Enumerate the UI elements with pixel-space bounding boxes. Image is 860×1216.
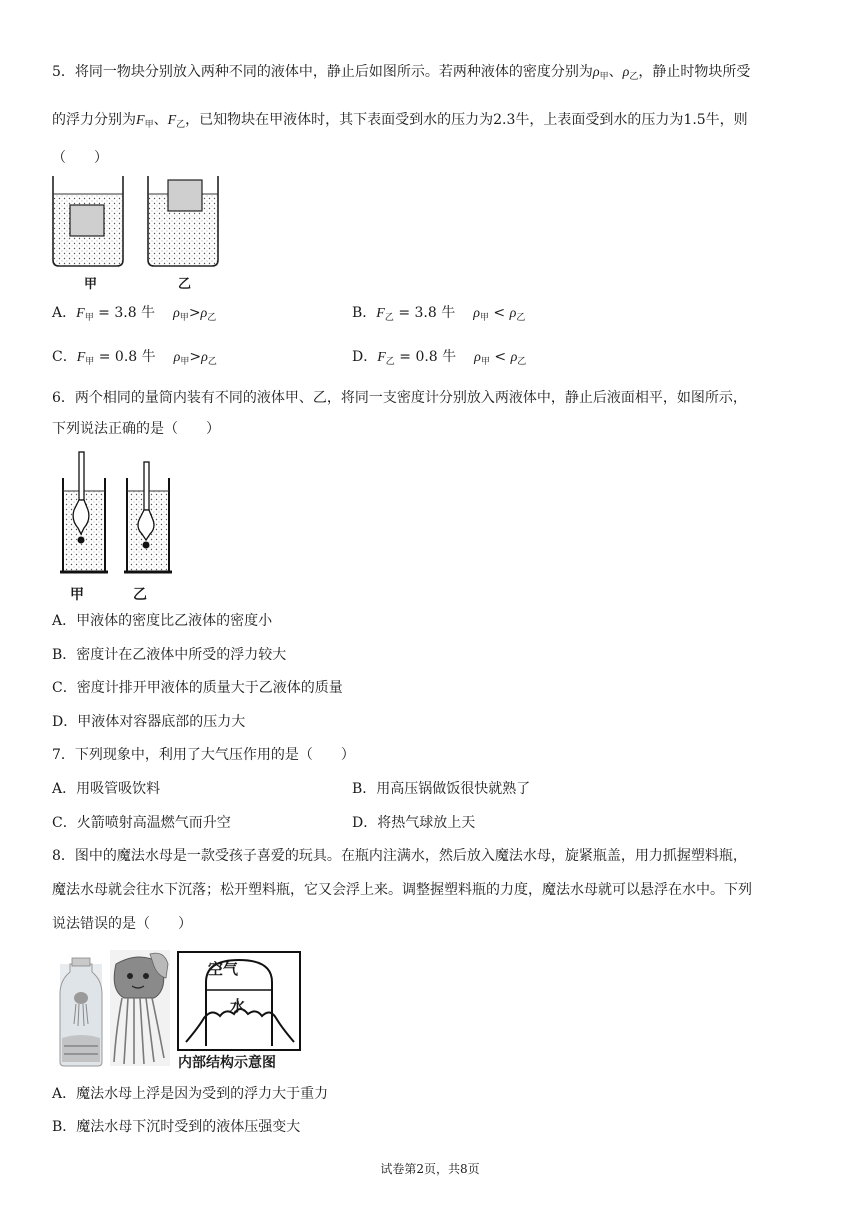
q7-option-d[interactable]: D．将热气球放上天 (352, 815, 476, 831)
block-jia (70, 205, 104, 236)
q8-fig-label-water: 水 (230, 997, 246, 1015)
q6-option-c[interactable]: C．密度计排开甲液体的质量大于乙液体的质量 (52, 680, 343, 696)
beaker-yi (148, 176, 218, 266)
jellyfish-photo (110, 950, 170, 1066)
q6-option-b[interactable]: B．密度计在乙液体中所受的浮力较大 (52, 647, 287, 663)
q5-stem-line1: 5．将同一物块分别放入两种不同的液体中，静止后如图所示。若两种液体的密度分别为$\rho_甲$、$\rho_乙$，静止时物块所受 (52, 64, 751, 82)
q8-stem-line2: 魔法水母就会往水下沉落；松开塑料瓶，它又会浮上来。调整握塑料瓶的力度，魔法水母就可以悬浮在水中。下列 (52, 882, 752, 898)
q6-stem-line1: 6．两个相同的量筒内装有不同的液体甲、乙，将同一支密度计分别放入两液体中，静止后液面相平，如图所示， (52, 390, 747, 406)
q8-fig-label-air: 空气 (208, 960, 239, 978)
cylinder-yi (124, 462, 172, 572)
q5-option-b[interactable]: B．$F_乙 = 3.8$ 牛 $\rho_甲 < \rho_乙$ (352, 305, 526, 323)
q7-option-b[interactable]: B．用高压锅做饭很快就熟了 (352, 781, 531, 797)
q8-stem-line1: 8．图中的魔法水母是一款受孩子喜爱的玩具。在瓶内注满水，然后放入魔法水母，旋紧瓶盖，用力抓握塑料瓶， (52, 848, 747, 864)
q6-fig-label-jia: 甲 (70, 587, 84, 603)
q7-stem: 7．下列现象中，利用了大气压作用的是（ ） (52, 747, 355, 763)
q5-option-d[interactable]: D．$F_乙 = 0.8$ 牛 $\rho_甲 < \rho_乙$ (352, 349, 527, 367)
q8-stem-line3: 说法错误的是（ ） (52, 916, 192, 932)
q5-fig-label-jia: 甲 (84, 277, 98, 292)
q6-option-d[interactable]: D．甲液体对容器底部的压力大 (52, 714, 246, 730)
page-footer: 试卷第2页，共8页 (380, 1162, 480, 1176)
q6-fig-label-yi: 乙 (133, 587, 147, 603)
block-yi (168, 180, 202, 211)
q8-option-a[interactable]: A．魔法水母上浮是因为受到的浮力大于重力 (52, 1086, 329, 1102)
q7-option-c[interactable]: C．火箭喷射高温燃气而升空 (52, 815, 231, 831)
q5-answer-paren: （ ） (52, 150, 108, 166)
q7-option-a[interactable]: A．用吸管吸饮料 (52, 781, 161, 797)
bottle-photo (60, 958, 102, 1066)
q5-option-c[interactable]: C．$F_甲 = 0.8$ 牛 $\rho_甲>\rho_乙$ (52, 349, 217, 367)
q6-stem-line2: 下列说法正确的是（ ） (52, 421, 220, 437)
q6-hydrometer-figure (50, 448, 180, 584)
q5-beakers-figure (48, 172, 228, 272)
q8-option-b[interactable]: B．魔法水母下沉时受到的液体压强变大 (52, 1119, 301, 1135)
q5-stem-line2: 的浮力分别为$F_甲$、$F_乙$，已知物块在甲液体时，其下表面受到水的压力为2.3牛，上表面受到水的压力为1.5牛，则 (52, 112, 748, 130)
q8-fig-caption: 内部结构示意图 (178, 1055, 276, 1071)
q5-fig-label-yi: 乙 (178, 277, 192, 292)
q6-option-a[interactable]: A．甲液体的密度比乙液体的密度小 (52, 613, 273, 629)
q5-option-a[interactable]: A．$F_甲 = 3.8$ 牛 $\rho_甲>\rho_乙$ (52, 305, 217, 323)
cylinder-jia (60, 452, 108, 572)
beaker-jia (53, 176, 123, 266)
